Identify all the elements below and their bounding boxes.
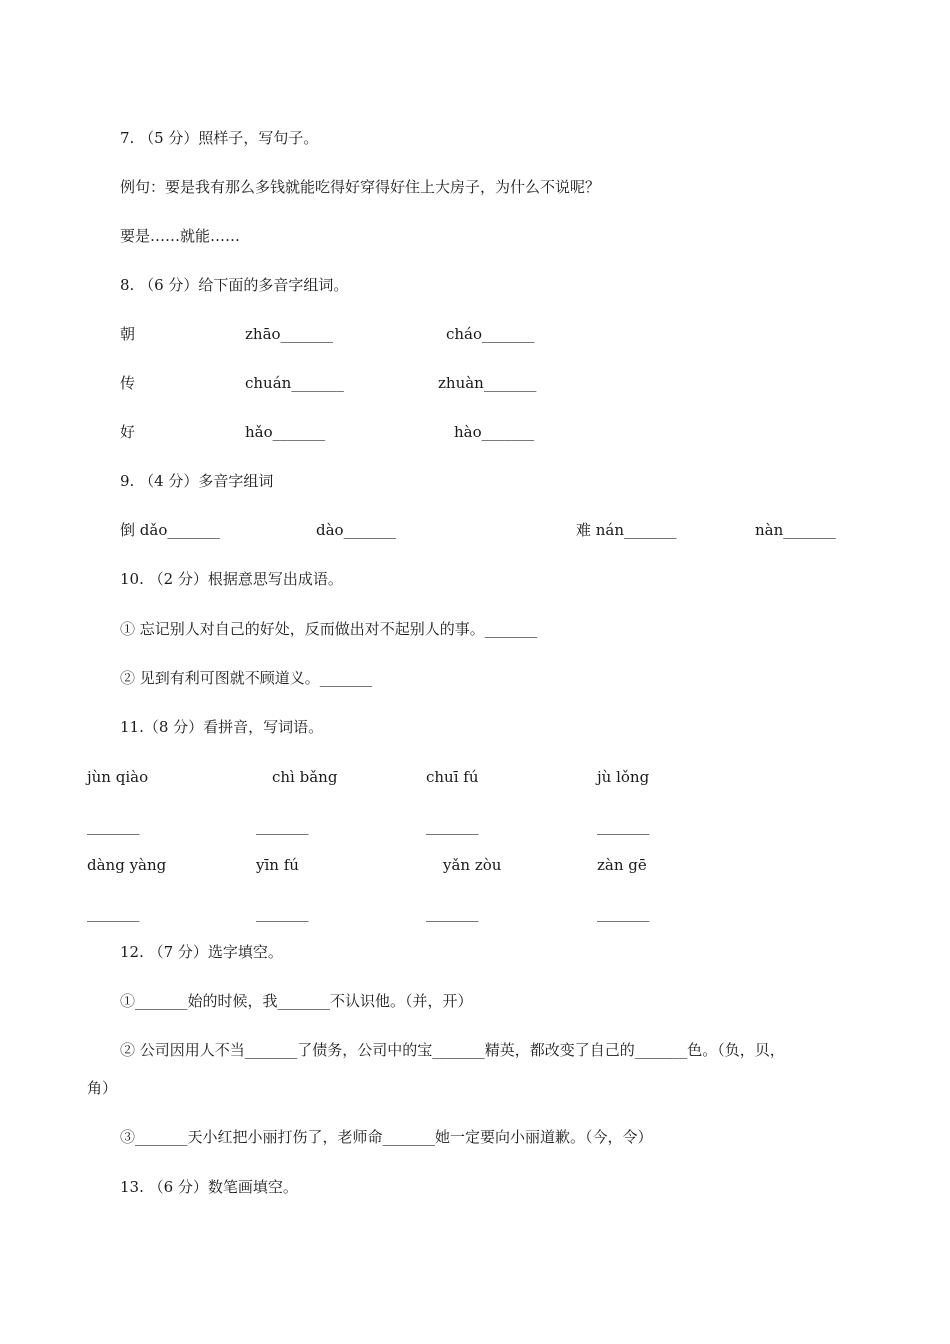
q8-char-3: 好 [120,423,136,441]
q9-item-2: dào_______ [316,521,397,539]
q12-line-2a: ② 公司因用人不当_______了债务，公司中的宝_______精英，都改变了自己的_______色。（负，贝， [120,1041,785,1059]
q10-item-2: ② 见到有利可图就不顾道义。_______ [120,669,373,687]
q13-title: 13. （6 分）数笔画填空。 [120,1178,298,1196]
q12-line-1: ①_______始的时候，我_______不认识他。（并，开） [120,992,473,1010]
q10-item-1: ① 忘记别人对自己的好处，反而做出对不起别人的事。_______ [120,620,538,638]
q11-pinyin-2: chì bǎng [272,768,338,786]
q11-pinyin-7: yǎn zòu [443,856,502,874]
q8-blank-3a: hǎo_______ [245,423,326,441]
q7-title: 7. （5 分）照样子，写句子。 [120,129,319,147]
q8-char-2: 传 [120,374,136,392]
q11-pinyin-3: chuī fú [426,768,479,786]
q8-blank-3b: hào_______ [454,423,535,441]
q11-pinyin-1: jùn qiào [87,768,149,786]
q11-pinyin-6: yīn fú [256,856,299,874]
q8-blank-2a: chuán_______ [245,374,344,392]
q11-title: 11.（8 分）看拼音，写词语。 [120,718,324,736]
q11-blank-6: _______ [256,904,309,922]
q9-item-4: nàn_______ [755,521,836,539]
q8-blank-1a: zhāo_______ [245,325,334,343]
q12-line-3: ③_______天小红把小丽打伤了，老师命_______她一定要向小丽道歉。（今，令） [120,1128,653,1146]
q11-pinyin-4: jù lǒng [597,768,650,786]
q7-pattern: 要是……就能…… [120,227,241,245]
q11-blank-5: _______ [87,904,140,922]
q11-blank-8: _______ [597,904,650,922]
q7-example: 例句：要是我有那么多钱就能吃得好穿得好住上大房子，为什么不说呢？ [120,178,601,196]
q9-item-1: 倒 dǎo_______ [120,521,220,539]
q8-blank-2b: zhuàn_______ [438,374,537,392]
q10-title: 10. （2 分）根据意思写出成语。 [120,570,343,588]
q11-blank-3: _______ [426,817,479,835]
q8-title: 8. （6 分）给下面的多音字组词。 [120,276,349,294]
q8-blank-1b: cháo_______ [446,325,535,343]
q8-char-1: 朝 [120,325,136,343]
q11-blank-1: _______ [87,817,140,835]
q11-blank-4: _______ [597,817,650,835]
q11-pinyin-5: dàng yàng [87,856,167,874]
q11-pinyin-8: zàn gē [597,856,647,874]
q12-title: 12. （7 分）选字填空。 [120,943,283,961]
q9-item-3: 难 nán_______ [576,521,677,539]
q11-blank-7: _______ [426,904,479,922]
q9-title: 9. （4 分）多音字组词 [120,472,274,490]
q11-blank-2: _______ [256,817,309,835]
q12-line-2b: 角） [87,1079,118,1097]
